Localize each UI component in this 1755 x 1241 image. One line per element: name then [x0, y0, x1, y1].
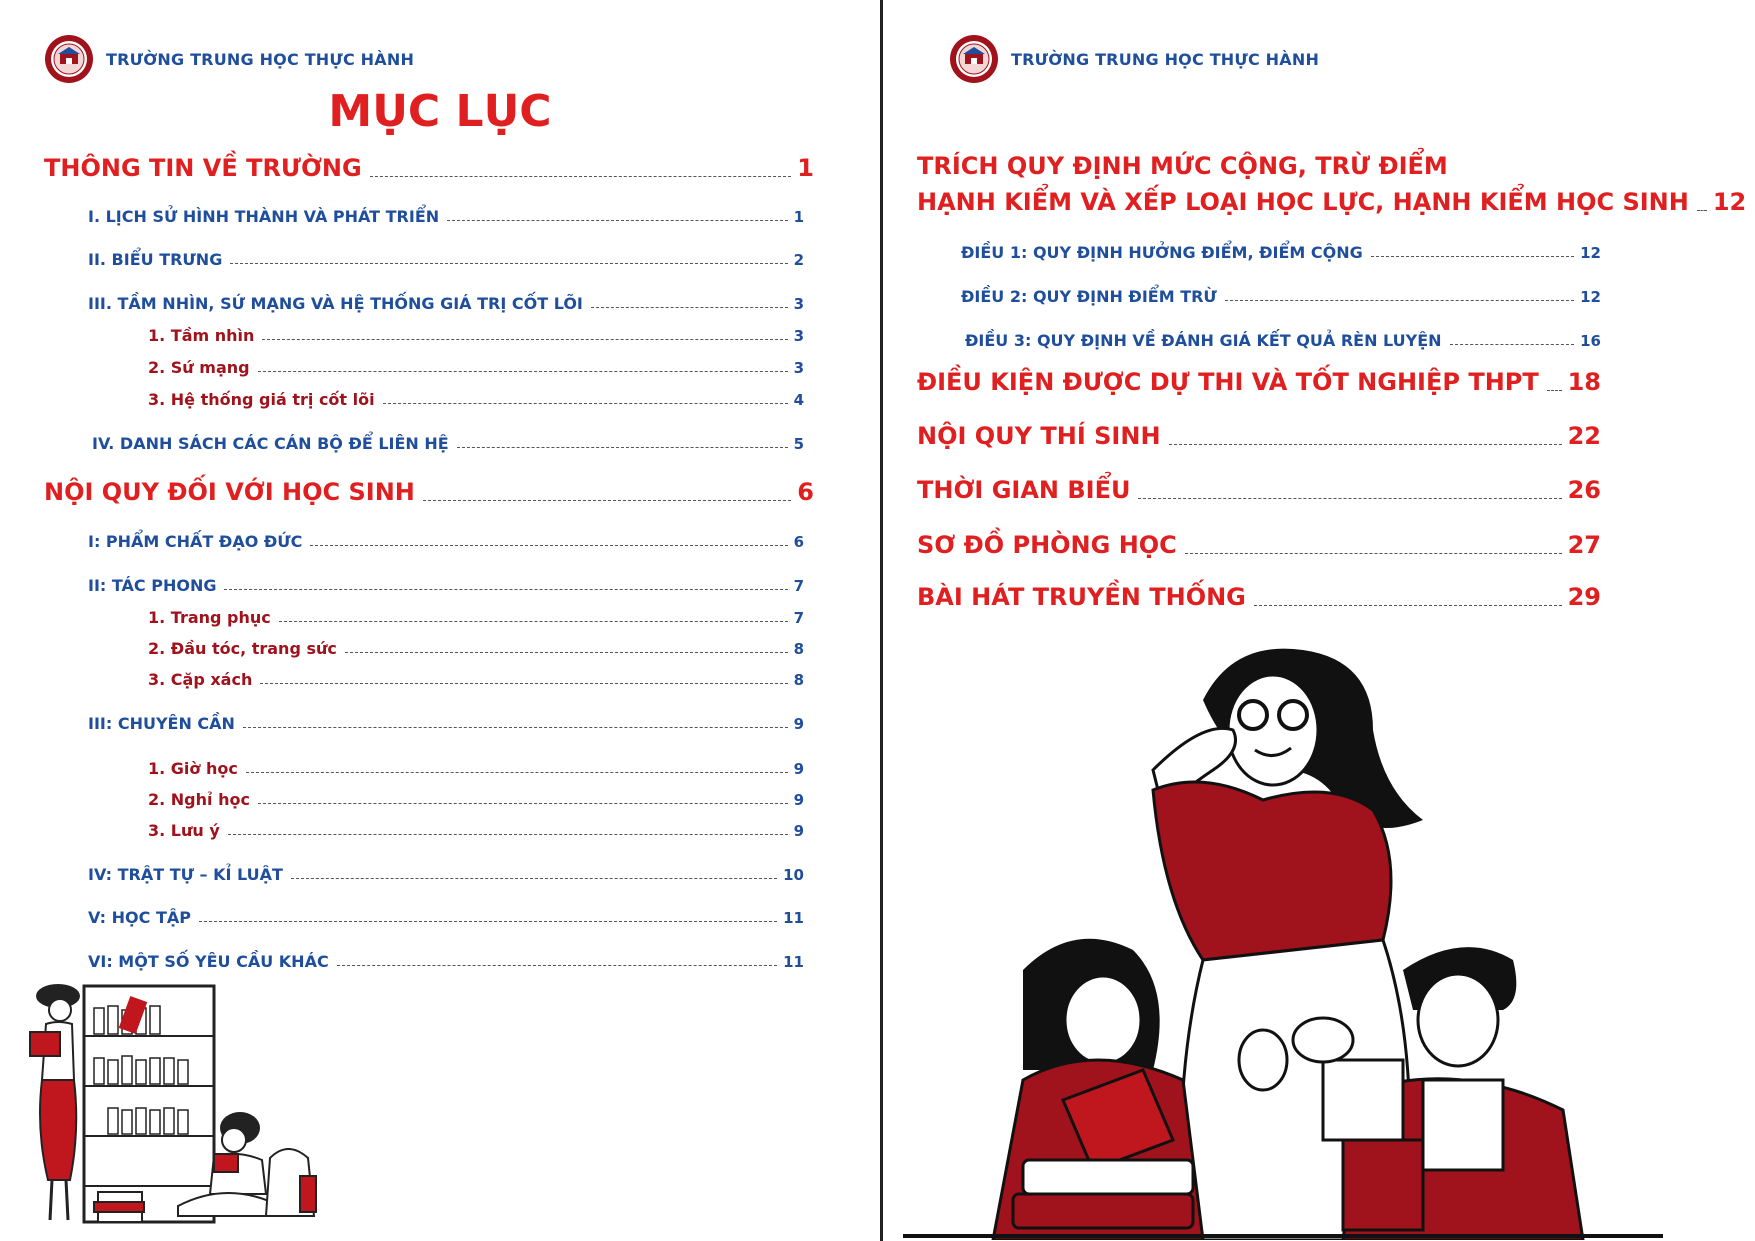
toc-entry-noi-quy-hoc-sinh[interactable]: NỘI QUY ĐỐI VỚI HỌC SINH 6 — [44, 478, 814, 506]
toc-entry-luu-y[interactable]: 3. Lưu ý 9 — [148, 821, 804, 840]
toc-entry-thoi-gian-bieu[interactable]: THỜI GIAN BIỂU 26 — [917, 476, 1601, 504]
toc-entry-trat-tu-ki-luat[interactable]: IV: TRẬT TỰ – KỈ LUẬT 10 — [88, 865, 804, 884]
toc-entry-cap-xach[interactable]: 3. Cặp xách 8 — [148, 670, 804, 689]
school-logo-icon — [949, 34, 999, 84]
toc-entry-lich-su[interactable]: I. LỊCH SỬ HÌNH THÀNH VÀ PHÁT TRIỂN 1 — [88, 207, 804, 226]
toc-entry-tam-nhin-su-mang[interactable]: III. TẦM NHÌN, SỨ MẠNG VÀ HỆ THỐNG GIÁ TRỊ CỐT LÕI 3 — [88, 294, 804, 313]
school-name: TRƯỜNG TRUNG HỌC THỰC HÀNH — [106, 49, 415, 69]
school-logo-icon — [44, 34, 94, 84]
toc-entry-thong-tin[interactable]: THÔNG TIN VỀ TRƯỜNG 1 — [44, 154, 814, 182]
header-left — [44, 34, 414, 84]
toc-entry-yeu-cau-khac[interactable]: VI: MỘT SỐ YÊU CẦU KHÁC 11 — [88, 952, 804, 971]
toc-entry-dau-toc[interactable]: 2. Đầu tóc, trang sức 8 — [148, 639, 804, 658]
toc-entry-dieu-3[interactable]: ĐIỀU 3: QUY ĐỊNH VỀ ĐÁNH GIÁ KẾT QUẢ RÈN LUYỆN 16 — [965, 331, 1601, 350]
school-name: TRƯỜNG TRUNG HỌC THỰC HÀNH — [1011, 49, 1320, 69]
toc-entry-gia-tri-cot-loi[interactable]: 3. Hệ thống giá trị cốt lõi 4 — [148, 390, 804, 409]
toc-entry-bieu-trung[interactable]: II. BIỂU TRƯNG 2 — [88, 250, 804, 269]
header-right — [949, 34, 1319, 84]
toc-entry-dieu-2[interactable]: ĐIỀU 2: QUY ĐỊNH ĐIỂM TRỪ 12 — [961, 287, 1601, 306]
toc-entry-bai-hat-truyen-thong[interactable]: BÀI HÁT TRUYỀN THỐNG 29 — [917, 583, 1601, 611]
library-illustration-icon — [18, 980, 348, 1230]
toc-entry-noi-quy-thi-sinh[interactable]: NỘI QUY THÍ SINH 22 — [917, 422, 1601, 450]
toc-title: MỤC LỤC — [328, 86, 552, 137]
toc-entry-tac-phong[interactable]: II: TÁC PHONG 7 — [88, 576, 804, 595]
toc-entry-dieu-1[interactable]: ĐIỀU 1: QUY ĐỊNH HƯỞNG ĐIỂM, ĐIỂM CỘNG 12 — [961, 243, 1601, 262]
toc-entry-gio-hoc[interactable]: 1. Giờ học 9 — [148, 759, 804, 778]
toc-entry-trich-quy-dinh-line1: TRÍCH QUY ĐỊNH MỨC CỘNG, TRỪ ĐIỂM — [917, 152, 1448, 180]
toc-entry-danh-sach-can-bo[interactable]: IV. DANH SÁCH CÁC CÁN BỘ ĐỂ LIÊN HỆ 5 — [92, 434, 804, 453]
toc-entry-nghi-hoc[interactable]: 2. Nghỉ học 9 — [148, 790, 804, 809]
right-page — [883, 0, 1755, 1241]
toc-entry-trich-quy-dinh[interactable]: HẠNH KIỂM VÀ XẾP LOẠI HỌC LỰC, HẠNH KIỂM HỌC SINH 12 — [917, 188, 1747, 216]
toc-entry-hoc-tap[interactable]: V: HỌC TẬP 11 — [88, 908, 804, 927]
toc-entry-trang-phuc[interactable]: 1. Trang phục 7 — [148, 608, 804, 627]
toc-entry-so-do-phong-hoc[interactable]: SƠ ĐỒ PHÒNG HỌC 27 — [917, 531, 1601, 559]
toc-entry-su-mang[interactable]: 2. Sứ mạng 3 — [148, 358, 804, 377]
toc-entry-chuyen-can[interactable]: III: CHUYÊN CẦN 9 — [88, 714, 804, 733]
toc-entry-pham-chat-dao-duc[interactable]: I: PHẨM CHẤT ĐẠO ĐỨC 6 — [88, 532, 804, 551]
teacher-students-illustration-icon — [903, 640, 1663, 1240]
toc-entry-dieu-kien-du-thi[interactable]: ĐIỀU KIỆN ĐƯỢC DỰ THI VÀ TỐT NGHIỆP THPT 18 — [917, 368, 1601, 396]
toc-entry-tam-nhin[interactable]: 1. Tầm nhìn 3 — [148, 326, 804, 345]
